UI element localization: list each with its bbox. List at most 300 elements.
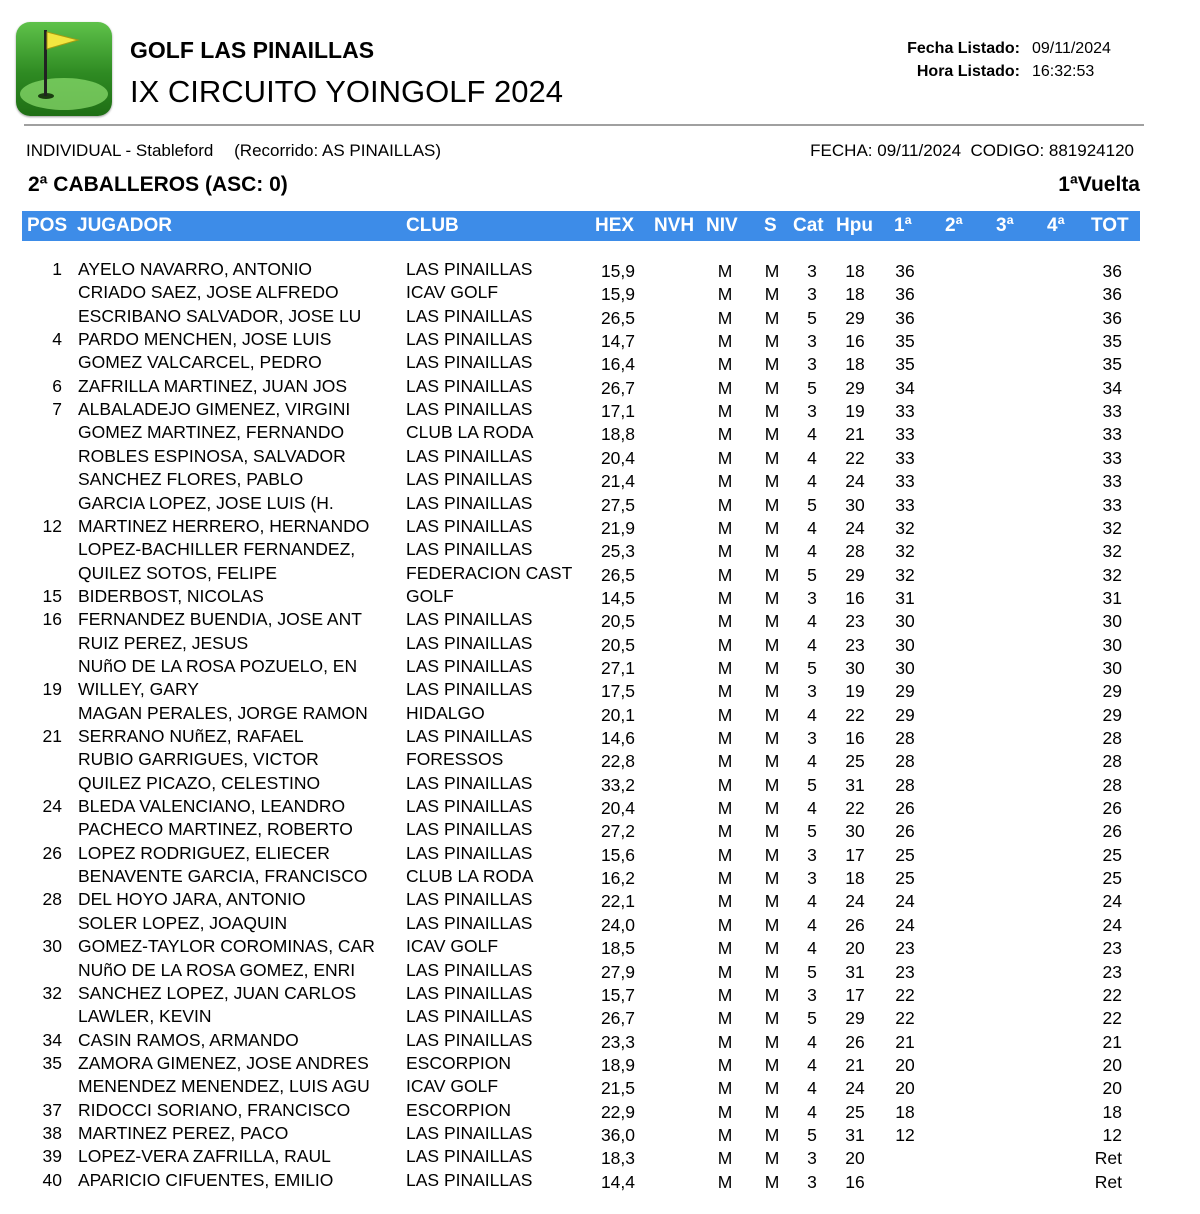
handicap-exact: 26,5 [600, 307, 635, 328]
total-score: 33 [1102, 494, 1122, 515]
total-score: 30 [1102, 611, 1122, 632]
playing-handicap: 29 [845, 307, 865, 328]
playing-handicap: 21 [845, 1054, 865, 1075]
club-name-cell: LAS PINAILLAS [406, 726, 533, 746]
player-name: LOPEZ-VERA ZAFRILLA, RAUL [78, 1146, 331, 1167]
table-row [0, 562, 1200, 585]
sex: M [764, 377, 780, 398]
club-name-cell: ESCORPION [406, 1052, 512, 1073]
playing-handicap: 30 [845, 821, 865, 842]
sex: M [764, 331, 780, 352]
total-score: 24 [1102, 914, 1122, 935]
round-1-score: 30 [895, 657, 915, 678]
sex: M [764, 891, 780, 912]
table-row [0, 328, 1200, 351]
table-row [0, 865, 1200, 888]
handicap-exact: 27,1 [600, 657, 635, 678]
club-name-cell: LAS PINAILLAS [406, 492, 533, 513]
sex: M [764, 354, 780, 375]
handicap-exact: 27,5 [600, 494, 635, 515]
level: M [717, 541, 733, 562]
handicap-exact: 25,3 [600, 541, 635, 562]
table-row [0, 1075, 1200, 1098]
club-name-cell: LAS PINAILLAS [406, 329, 533, 350]
position: 15 [42, 585, 62, 606]
playing-handicap: 22 [845, 704, 865, 725]
handicap-exact: 22,8 [600, 751, 635, 772]
playing-handicap: 18 [845, 261, 865, 281]
total-score: 25 [1102, 868, 1122, 889]
sex: M [764, 634, 780, 655]
handicap-exact: 14,7 [600, 331, 635, 352]
total-score: 18 [1102, 1101, 1122, 1122]
club-name-cell: LAS PINAILLAS [406, 842, 533, 863]
table-row [0, 888, 1200, 911]
golf-flag-logo [16, 22, 112, 116]
sex: M [764, 1124, 780, 1145]
col-cat: Cat [793, 215, 824, 236]
handicap-exact: 20,1 [600, 704, 635, 725]
playing-handicap: 18 [845, 284, 865, 305]
level: M [717, 447, 733, 468]
handicap-exact: 16,4 [600, 354, 635, 375]
col-round-2: 2ª [945, 215, 963, 236]
player-name: SOLER LOPEZ, JOAQUIN [78, 912, 288, 933]
player-name: APARICIO CIFUENTES, EMILIO [78, 1169, 334, 1190]
round-1-score: 20 [895, 1078, 915, 1099]
player-name: LOPEZ RODRIGUEZ, ELIECER [78, 842, 330, 863]
sex: M [764, 541, 780, 562]
round-1-score: 30 [895, 611, 915, 632]
position: 32 [42, 982, 62, 1003]
club-name-cell: LAS PINAILLAS [406, 352, 533, 373]
player-name: AYELO NAVARRO, ANTONIO [78, 259, 313, 279]
table-row [0, 772, 1200, 795]
playing-handicap: 24 [845, 1078, 865, 1099]
date-code: FECHA: 09/11/2024 CODIGO: 881924120 [810, 141, 1134, 160]
round-1-score: 33 [895, 447, 915, 468]
category-cell: 4 [807, 447, 817, 468]
playing-handicap: 23 [845, 611, 865, 632]
course: (Recorrido: AS PINAILLAS) [234, 141, 442, 160]
playing-handicap: 28 [845, 541, 865, 562]
club-name-cell: LAS PINAILLAS [406, 469, 533, 490]
player-name: RUBIO GARRIGUES, VICTOR [78, 749, 319, 770]
level: M [717, 307, 733, 328]
club-name-cell: CLUB LA RODA [406, 422, 534, 443]
category-cell: 3 [807, 401, 817, 422]
sex: M [764, 587, 780, 608]
level: M [717, 1101, 733, 1122]
position: 38 [42, 1122, 62, 1143]
col-round-1: 1ª [894, 215, 912, 236]
total-score: 29 [1102, 704, 1122, 725]
total-score: 25 [1102, 844, 1122, 865]
handicap-exact: 22,9 [600, 1101, 635, 1122]
level: M [717, 284, 733, 305]
round-1-score: 33 [895, 494, 915, 515]
total-score: 36 [1102, 261, 1122, 281]
round-1-score: 36 [895, 261, 915, 281]
handicap-exact: 33,2 [600, 774, 635, 795]
level: M [717, 1008, 733, 1029]
handicap-exact: 18,3 [600, 1148, 635, 1169]
table-row [0, 421, 1200, 444]
round-1-score: 24 [895, 914, 915, 935]
player-name: SANCHEZ FLORES, PABLO [78, 469, 304, 490]
playing-handicap: 29 [845, 564, 865, 585]
player-name: MAGAN PERALES, JORGE RAMON [78, 702, 368, 723]
level: M [717, 751, 733, 772]
playing-handicap: 16 [845, 728, 865, 748]
playing-handicap: 29 [845, 377, 865, 398]
club-name-cell: ESCORPION [406, 1099, 512, 1120]
sex: M [764, 751, 780, 772]
level: M [717, 798, 733, 819]
playing-handicap: 24 [845, 891, 865, 912]
handicap-exact: 26,5 [600, 564, 635, 585]
level: M [717, 564, 733, 585]
table-row [0, 959, 1200, 982]
sex: M [764, 1171, 780, 1192]
table-row [0, 398, 1200, 421]
position: 19 [42, 679, 62, 700]
club-name-cell: LAS PINAILLAS [406, 1146, 533, 1167]
handicap-exact: 23,3 [600, 1031, 635, 1052]
category-cell: 4 [807, 424, 817, 445]
level: M [717, 657, 733, 678]
club-name-cell: ICAV GOLF [406, 282, 499, 303]
playing-handicap: 25 [845, 1101, 865, 1122]
total-score: 33 [1102, 401, 1122, 422]
round-1-score: 26 [895, 821, 915, 842]
table-row [0, 1005, 1200, 1028]
sex: M [764, 798, 780, 819]
category-cell: 3 [807, 587, 817, 608]
position: 21 [42, 726, 62, 746]
player-name: GARCIA LOPEZ, JOSE LUIS (H. [78, 492, 334, 513]
category-cell: 3 [807, 354, 817, 375]
total-score: 36 [1102, 307, 1122, 328]
total-score: 20 [1102, 1078, 1122, 1099]
table-row [0, 818, 1200, 841]
player-name: LAWLER, KEVIN [78, 1006, 212, 1027]
table-row [0, 1122, 1200, 1145]
category-cell: 3 [807, 984, 817, 1005]
category-title: 2ª CABALLEROS (ASC: 0) [28, 173, 288, 196]
total-score: 28 [1102, 728, 1122, 748]
playing-handicap: 19 [845, 401, 865, 422]
event-name: IX CIRCUITO YOINGOLF 2024 [130, 74, 563, 109]
round-1-score: 25 [895, 868, 915, 889]
table-row [0, 842, 1200, 865]
playing-handicap: 22 [845, 798, 865, 819]
level: M [717, 1124, 733, 1145]
round-1-score: 32 [895, 564, 915, 585]
handicap-exact: 15,9 [600, 261, 635, 281]
sex: M [764, 657, 780, 678]
player-name: BIDERBOST, NICOLAS [78, 585, 264, 606]
round-1-score: 25 [895, 844, 915, 865]
total-score: 32 [1102, 564, 1122, 585]
col-hex: HEX [595, 215, 635, 236]
sex: M [764, 681, 780, 702]
player-name: MARTINEZ HERRERO, HERNANDO [78, 515, 370, 536]
sex: M [764, 868, 780, 889]
player-name: FERNANDEZ BUENDIA, JOSE ANT [78, 609, 362, 630]
level: M [717, 728, 733, 748]
total-score: 31 [1102, 587, 1122, 608]
player-name: PARDO MENCHEN, JOSE LUIS [78, 329, 332, 350]
playing-handicap: 29 [845, 1008, 865, 1029]
category-cell: 4 [807, 1031, 817, 1052]
club-name-cell: HIDALGO [406, 702, 485, 723]
level: M [717, 634, 733, 655]
total-score: Ret [1094, 1171, 1122, 1192]
club-name-cell: LAS PINAILLAS [406, 632, 533, 653]
round-1-score: 22 [895, 1008, 915, 1029]
table-row [0, 655, 1200, 678]
total-score: 23 [1102, 938, 1122, 959]
playing-handicap: 18 [845, 868, 865, 889]
category-cell: 5 [807, 377, 817, 398]
category-cell: 3 [807, 844, 817, 865]
category-cell: 5 [807, 774, 817, 795]
position: 24 [42, 796, 62, 817]
player-name: MENENDEZ MENENDEZ, LUIS AGU [78, 1076, 370, 1097]
playing-handicap: 31 [845, 961, 865, 982]
level: M [717, 868, 733, 889]
total-score: 28 [1102, 751, 1122, 772]
club-name-cell: FEDERACION CAST [406, 562, 573, 583]
category-cell: 4 [807, 634, 817, 655]
category-cell: 3 [807, 728, 817, 748]
level: M [717, 1078, 733, 1099]
category-cell: 4 [807, 798, 817, 819]
table-row [0, 305, 1200, 328]
playing-handicap: 20 [845, 938, 865, 959]
level: M [717, 704, 733, 725]
col-round-4: 4ª [1047, 215, 1065, 236]
total-score: 23 [1102, 961, 1122, 982]
total-score: 35 [1102, 354, 1122, 375]
list-date-label: Fecha Listado: [907, 40, 1020, 57]
round-1-score: 28 [895, 774, 915, 795]
round-1-score: 28 [895, 751, 915, 772]
playing-handicap: 26 [845, 914, 865, 935]
playing-handicap: 23 [845, 634, 865, 655]
total-score: 35 [1102, 331, 1122, 352]
handicap-exact: 26,7 [600, 1008, 635, 1029]
category-cell: 4 [807, 541, 817, 562]
club-name-cell: LAS PINAILLAS [406, 445, 533, 466]
handicap-exact: 20,5 [600, 634, 635, 655]
handicap-exact: 24,0 [600, 914, 635, 935]
level: M [717, 424, 733, 445]
level: M [717, 844, 733, 865]
player-name: ROBLES ESPINOSA, SALVADOR [78, 445, 346, 466]
category-cell: 5 [807, 1008, 817, 1029]
handicap-exact: 15,7 [600, 984, 635, 1005]
player-name: NUñO DE LA ROSA GOMEZ, ENRI [78, 959, 356, 980]
playing-handicap: 30 [845, 494, 865, 515]
total-score: 34 [1102, 377, 1122, 398]
header-divider [24, 124, 1144, 126]
category-cell: 4 [807, 1054, 817, 1075]
sex: M [764, 447, 780, 468]
player-name: BENAVENTE GARCIA, FRANCISCO [78, 866, 368, 887]
level: M [717, 494, 733, 515]
sex: M [764, 704, 780, 725]
round-1-score: 22 [895, 984, 915, 1005]
sex: M [764, 961, 780, 982]
total-score: 12 [1102, 1124, 1122, 1145]
level: M [717, 471, 733, 492]
sex: M [764, 261, 780, 281]
playing-handicap: 16 [845, 331, 865, 352]
position: 37 [42, 1099, 62, 1120]
sex: M [764, 1008, 780, 1029]
club-name-cell: LAS PINAILLAS [406, 1029, 533, 1050]
total-score: 32 [1102, 541, 1122, 562]
level: M [717, 774, 733, 795]
list-time-label: Hora Listado: [916, 63, 1020, 80]
col-player: JUGADOR [77, 215, 173, 236]
handicap-exact: 18,9 [600, 1054, 635, 1075]
level: M [717, 331, 733, 352]
round-1-score: 28 [895, 728, 915, 748]
playing-handicap: 20 [845, 1148, 865, 1169]
round-1-score: 35 [895, 331, 915, 352]
handicap-exact: 15,6 [600, 844, 635, 865]
total-score: 22 [1102, 1008, 1122, 1029]
position: 34 [42, 1029, 62, 1050]
playing-handicap: 24 [845, 471, 865, 492]
player-name: ALBALADEJO GIMENEZ, VIRGINI [78, 399, 351, 420]
club-name-cell: ICAV GOLF [406, 1076, 499, 1097]
playing-handicap: 31 [845, 1124, 865, 1145]
position: 40 [42, 1169, 62, 1190]
player-name: CASIN RAMOS, ARMANDO [78, 1029, 299, 1050]
round-1-score: 29 [895, 704, 915, 725]
position: 26 [42, 842, 62, 863]
round-1-score: 21 [895, 1031, 915, 1052]
table-row [0, 935, 1200, 958]
category-cell: 3 [807, 284, 817, 305]
table-row [0, 585, 1200, 608]
category-cell: 4 [807, 914, 817, 935]
player-name: BLEDA VALENCIANO, LEANDRO [78, 796, 346, 817]
level: M [717, 681, 733, 702]
table-row [0, 678, 1200, 701]
col-hpu: Hpu [836, 215, 873, 236]
level: M [717, 1054, 733, 1075]
handicap-exact: 21,5 [600, 1078, 635, 1099]
table-row [0, 748, 1200, 771]
position: 1 [52, 259, 62, 279]
total-score: 29 [1102, 681, 1122, 702]
table-row [0, 702, 1200, 725]
table-row [0, 515, 1200, 538]
club-name-cell: FORESSOS [406, 749, 504, 770]
table-row [0, 1169, 1200, 1192]
playing-handicap: 17 [845, 984, 865, 1005]
category-cell: 3 [807, 331, 817, 352]
player-name: RUIZ PEREZ, JESUS [78, 632, 249, 653]
handicap-exact: 20,4 [600, 798, 635, 819]
club-name-cell: LAS PINAILLAS [406, 375, 533, 396]
round-1-score: 34 [895, 377, 915, 398]
handicap-exact: 36,0 [600, 1124, 635, 1145]
sex: M [764, 471, 780, 492]
handicap-exact: 14,5 [600, 587, 635, 608]
category-cell: 4 [807, 704, 817, 725]
club-name-cell: LAS PINAILLAS [406, 772, 533, 793]
total-score: 26 [1102, 798, 1122, 819]
table-row [0, 468, 1200, 491]
round-1-score: 30 [895, 634, 915, 655]
category-cell: 3 [807, 868, 817, 889]
level: M [717, 938, 733, 959]
level: M [717, 1171, 733, 1192]
playing-handicap: 16 [845, 1171, 865, 1192]
position: 16 [42, 609, 62, 630]
round-1-score: 36 [895, 284, 915, 305]
player-name: ESCRIBANO SALVADOR, JOSE LU [78, 305, 362, 326]
club-name-cell: LAS PINAILLAS [406, 515, 533, 536]
level: M [717, 891, 733, 912]
round-1-score: 33 [895, 471, 915, 492]
table-row [0, 258, 1200, 281]
level: M [717, 517, 733, 538]
level: M [717, 611, 733, 632]
category-cell: 5 [807, 657, 817, 678]
category-cell: 4 [807, 471, 817, 492]
player-name: RIDOCCI SORIANO, FRANCISCO [78, 1099, 351, 1120]
table-row [0, 632, 1200, 655]
playing-handicap: 22 [845, 447, 865, 468]
handicap-exact: 20,4 [600, 447, 635, 468]
category-cell: 3 [807, 261, 817, 281]
level: M [717, 961, 733, 982]
handicap-exact: 21,9 [600, 517, 635, 538]
club-name-cell: LAS PINAILLAS [406, 679, 533, 700]
competition-info [26, 141, 457, 161]
club-name: GOLF LAS PINAILLAS [130, 37, 375, 63]
sex: M [764, 401, 780, 422]
round-1-score: 33 [895, 401, 915, 422]
category-cell: 4 [807, 891, 817, 912]
round-1-score: 36 [895, 307, 915, 328]
player-name: ZAFRILLA MARTINEZ, JUAN JOS [78, 375, 348, 396]
club-name-cell: LAS PINAILLAS [406, 655, 533, 676]
club-name-cell: LAS PINAILLAS [406, 399, 533, 420]
level: M [717, 984, 733, 1005]
handicap-exact: 17,5 [600, 681, 635, 702]
total-score: 32 [1102, 517, 1122, 538]
level: M [717, 377, 733, 398]
club-name-cell: LAS PINAILLAS [406, 305, 533, 326]
sex: M [764, 728, 780, 748]
player-name: SANCHEZ LOPEZ, JUAN CARLOS [78, 982, 357, 1003]
round-1-score: 35 [895, 354, 915, 375]
club-name-cell: LAS PINAILLAS [406, 1122, 533, 1143]
table-row [0, 795, 1200, 818]
player-name: PACHECO MARTINEZ, ROBERTO [78, 819, 353, 840]
playing-handicap: 16 [845, 587, 865, 608]
club-name-cell: LAS PINAILLAS [406, 259, 533, 279]
table-row [0, 1052, 1200, 1075]
